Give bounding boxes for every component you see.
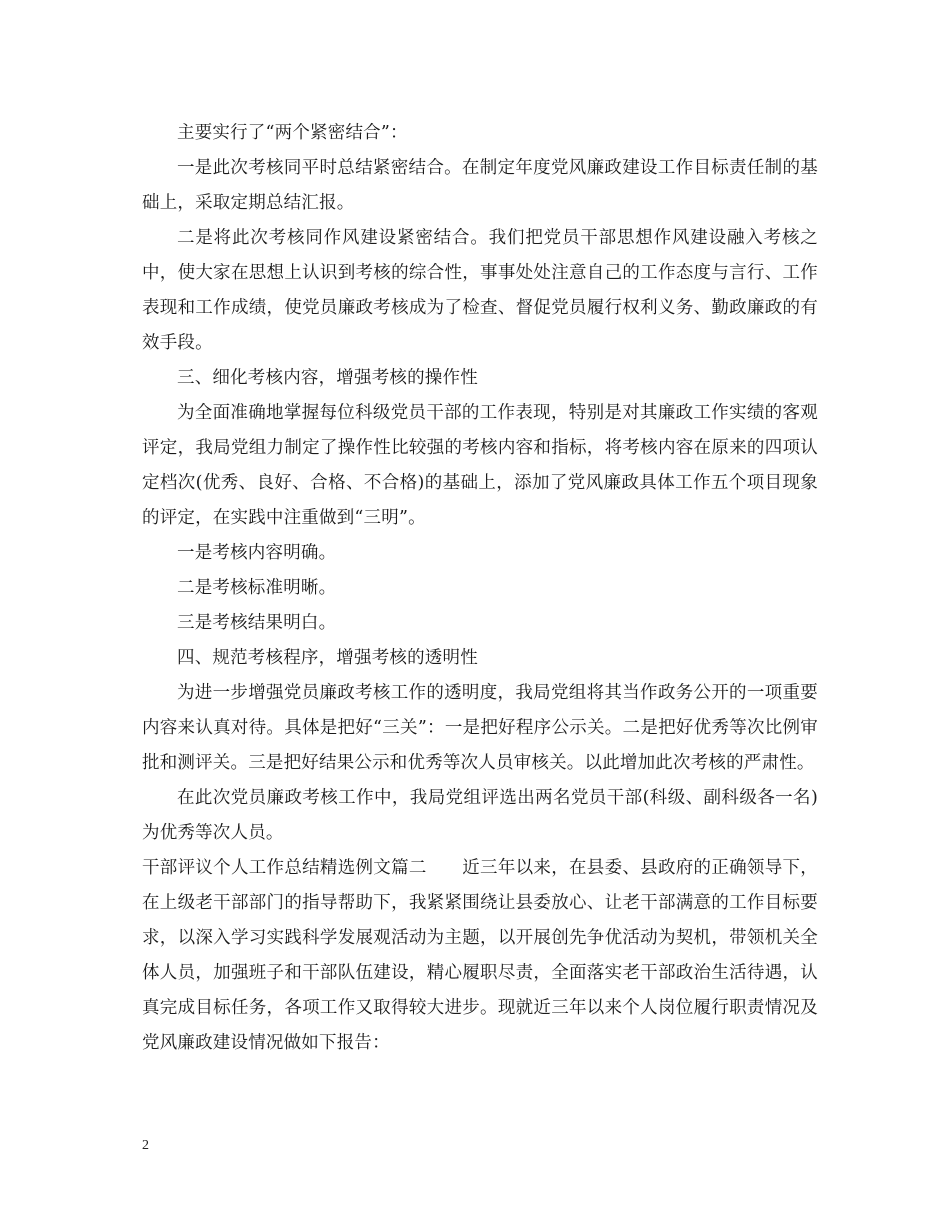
list-item: 二是考核标准明晰。 — [177, 578, 337, 598]
section-heading: 四、规范考核程序，增强考核的透明性 — [177, 648, 478, 668]
paragraph: 在此次党员廉政考核工作中，我局党组评选出两名党员干部(科级、副科级各一名)为优秀等次人员。 — [142, 788, 818, 843]
paragraph: 为进一步增强党员廉政考核工作的透明度，我局党组将其当作政务公开的一项重要内容来认真对待。具体是把好“三关”：一是把好程序公示关。二是把好优秀等次比例审批和测评关。三是把好结果公示和优秀等次人员审核关。以此增加此次考核的严肃性。 — [142, 683, 818, 773]
page-number: 2 — [142, 1138, 149, 1153]
paragraph: 二是将此次考核同作风建设紧密结合。我们把党员干部思想作风建设融入考核之中，使大家在思想上认识到考核的综合性，事事处处注意自己的工作态度与言行、工作表现和工作成绩，使党员廉政考核成为了检查、督促党员履行权利义务、勤政廉政的有效手段。 — [142, 228, 818, 353]
list-item: 一是考核内容明确。 — [177, 543, 337, 563]
section-heading: 三、细化考核内容，增强考核的操作性 — [177, 368, 478, 388]
paragraph: 一是此次考核同平时总结紧密结合。在制定年度党风廉政建设工作目标责任制的基础上，采取定期总结汇报。 — [142, 158, 818, 213]
paragraph: 干部评议个人工作总结精选例文篇二 近三年以来，在县委、县政府的正确领导下，在上级老干部部门的指导帮助下，我紧紧围绕让县委放心、让老干部满意的工作目标要求，以深入学习实践科学发展观活动为主题，以开展创先争优活动为契机，带领机关全体人员，加强班子和干部队伍建设，精心履职尽责，全面落实老干部政治生活待遇，认真完成目标任务，各项工作又取得较大进步。现就近三年以来个人岗位履行职责情况及党风廉政建设情况做如下报告： — [142, 858, 818, 1053]
list-item: 三是考核结果明白。 — [177, 613, 337, 633]
paragraph: 主要实行了“两个紧密结合”： — [177, 123, 408, 143]
paragraph: 为全面准确地掌握每位科级党员干部的工作表现，特别是对其廉政工作实绩的客观评定，我局党组力制定了操作性比较强的考核内容和指标，将考核内容在原来的四项认定档次(优秀、良好、合格、不合格)的基础上，添加了党风廉政具体工作五个项目现象的评定，在实践中注重做到“三明”。 — [142, 403, 818, 528]
document-body — [142, 116, 818, 1061]
